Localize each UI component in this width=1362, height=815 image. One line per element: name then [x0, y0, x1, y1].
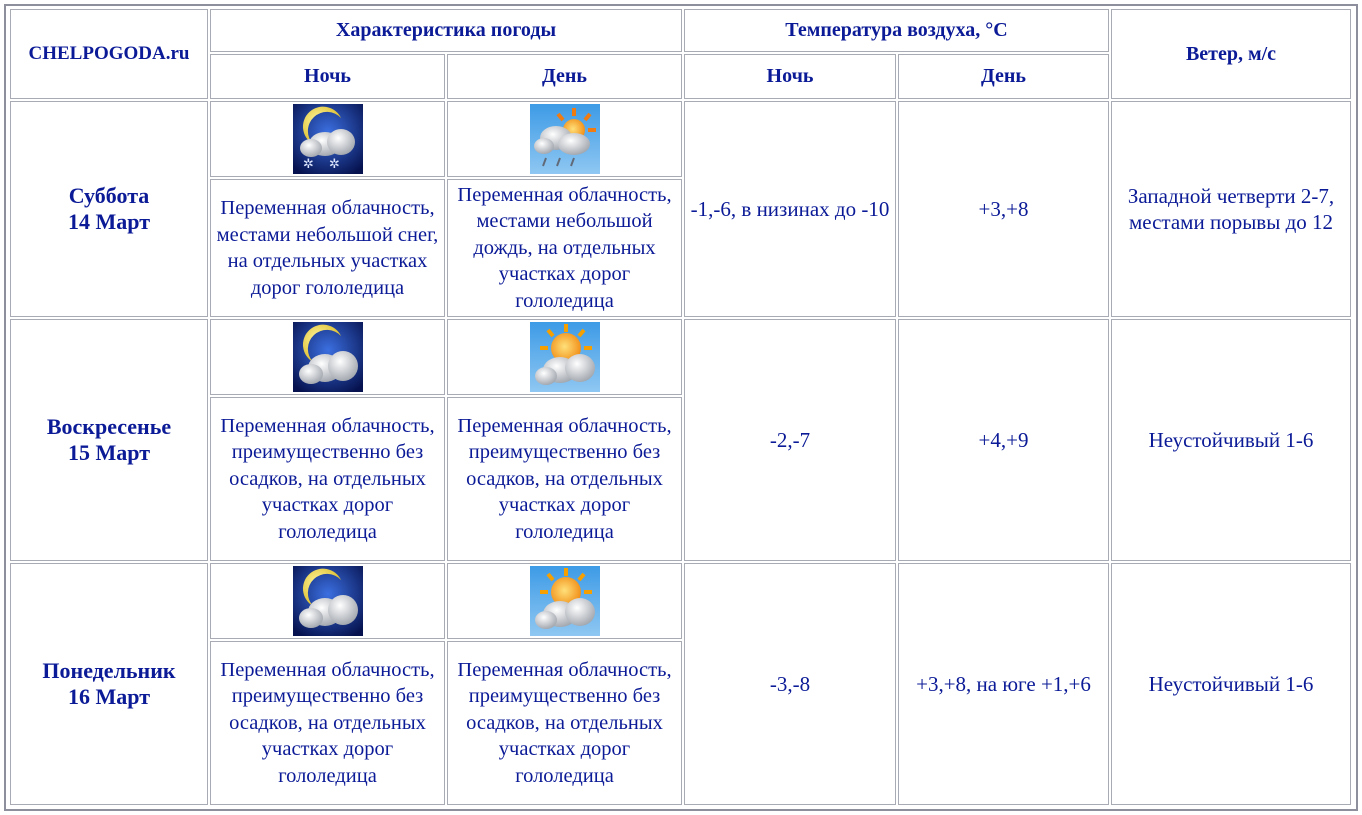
day-icon-cell — [447, 563, 682, 639]
day-description: Переменная облачность, местами небольшой дождь, на отдельных участках дорог гололедица — [447, 179, 682, 317]
char-day-header: День — [447, 54, 682, 99]
moon-cloud-icon — [293, 566, 363, 636]
row-date — [10, 319, 208, 561]
moon-cloud-snow-icon — [293, 104, 363, 174]
wind-header: Ветер, м/с — [1111, 9, 1351, 99]
weekday-label: Понедельник — [42, 658, 176, 683]
night-description: Переменная облачность, преимущественно без осадков, на отдельных участках дорог гололедица — [210, 641, 445, 805]
weekday-label: Суббота — [68, 183, 150, 208]
date-label: 14 Март — [67, 209, 151, 234]
forecast-table — [4, 4, 1358, 811]
night-icon-cell — [210, 101, 445, 177]
sun-cloud-rain-icon — [530, 104, 600, 174]
wind-value: Неустойчивый 1-6 — [1111, 319, 1351, 561]
day-icon-cell — [447, 319, 682, 395]
date-label: 15 Март — [67, 440, 151, 465]
temp-day-value: +3,+8, на юге +1,+6 — [898, 563, 1109, 805]
weather-char-header: Характеристика погоды — [210, 9, 682, 52]
day-icon-cell — [447, 101, 682, 177]
temp-day-header: День — [898, 54, 1109, 99]
weekday-label: Воскресенье — [46, 414, 172, 439]
wind-value: Неустойчивый 1-6 — [1111, 563, 1351, 805]
row-date — [10, 563, 208, 805]
temp-day-value: +3,+8 — [898, 101, 1109, 317]
wind-value: Западной четверти 2-7, местами порывы до 12 — [1111, 101, 1351, 317]
temp-day-value: +4,+9 — [898, 319, 1109, 561]
moon-cloud-icon — [293, 322, 363, 392]
temp-night-value: -3,-8 — [684, 563, 896, 805]
day-description: Переменная облачность, преимущественно без осадков, на отдельных участках дорог гололедица — [447, 641, 682, 805]
night-description: Переменная облачность, преимущественно без осадков, на отдельных участках дорог гололедица — [210, 397, 445, 561]
temp-night-header: Ночь — [684, 54, 896, 99]
row-date — [10, 101, 208, 317]
temp-night-value: -2,-7 — [684, 319, 896, 561]
night-icon-cell — [210, 563, 445, 639]
date-label: 16 Март — [67, 684, 151, 709]
svg-text:✲: ✲ — [328, 157, 340, 172]
char-night-header: Ночь — [210, 54, 445, 99]
day-description: Переменная облачность, преимущественно без осадков, на отдельных участках дорог гололедица — [447, 397, 682, 561]
site-brand: CHELPOGODA.ru — [10, 9, 208, 99]
sun-cloud-icon — [530, 566, 600, 636]
night-icon-cell — [210, 319, 445, 395]
svg-text:✲: ✲ — [302, 157, 314, 172]
temp-night-value: -1,-6, в низинах до -10 — [684, 101, 896, 317]
air-temp-header: Температура воздуха, °C — [684, 9, 1109, 52]
night-description: Переменная облачность, местами небольшой снег, на отдельных участках дорог гололедица — [210, 179, 445, 317]
sun-cloud-icon — [530, 322, 600, 392]
